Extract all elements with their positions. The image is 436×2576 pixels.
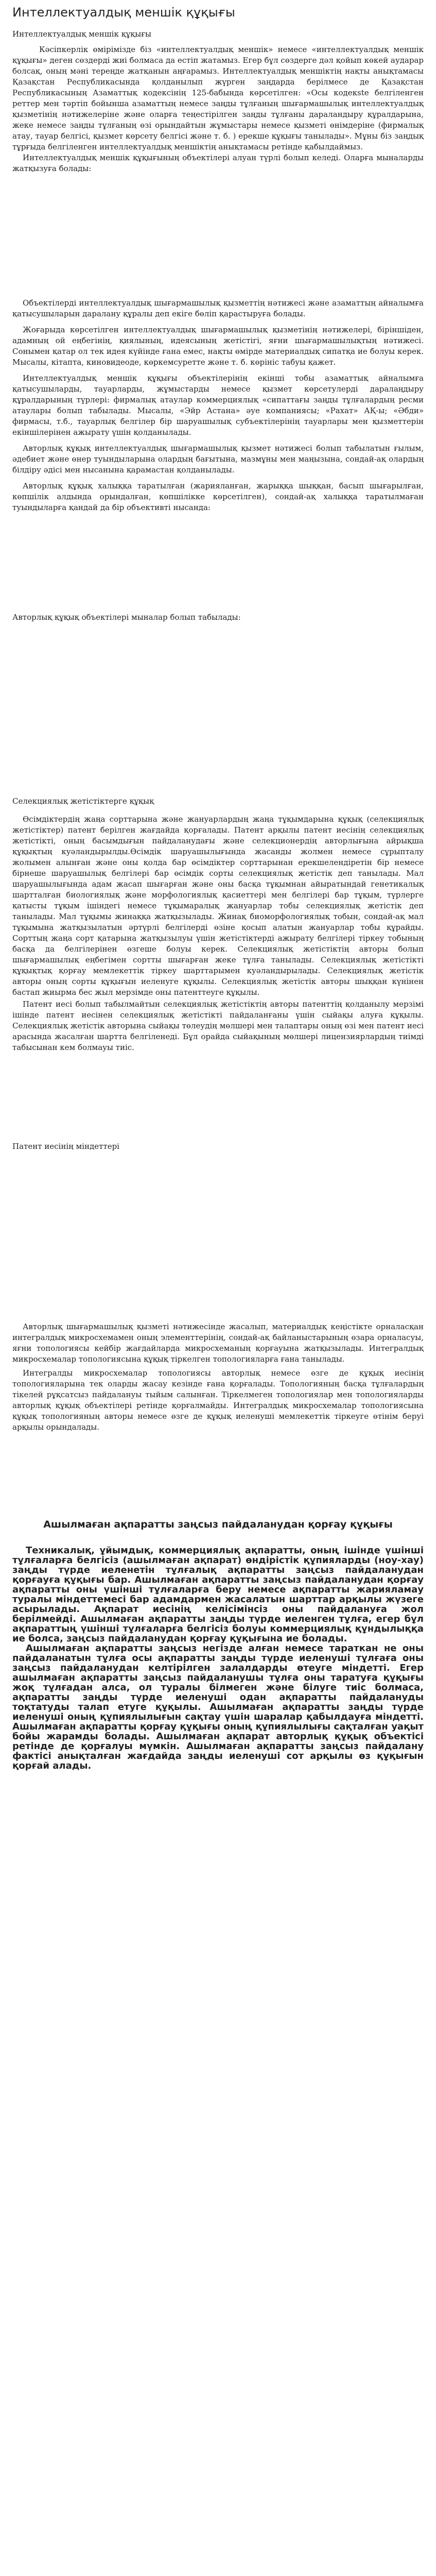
objects-paragraph-2: Жоғарыда көрсетілген интеллектуалдық шығармашылық қызметінің нәтижелері, біріншіден, адамның ой еңбегінің, қиялының, идеясының жетістігі, яғни шығармашылықтың нәтижесі. Сонымен қатар ол тек идея күйінде ғана емес, нақты өмірде материалдық сипатқа ие болуы керек. Мысалы, кітапта, киновидеоде, көркемсуретте және т. б. көрініс табуы қажет. [12,325,424,367]
unpublished-info-paragraph-1: Техникалық, ұйымдық, коммерциялық ақпаратты, оның ішінде үшінші тұлғаларға белгісіз (ашылмаған ақпарат) өндірістік құпияларды (ноу-хау) заңды түрде иеленетін тұлғалық ақпаратты заңсыз пайдаланудан қорғауға құқығы бар. Ашылмаған ақпаратты заңсыз пайдаланудан қорғау ақпаратты оны үшінші тұлғаларға беру немесе ақпаратты жарияламау туралы міндеттемесі бар адамдармен жасалатын шарттар арқылы жүзеге асырылады. Ақпарат иесінің келісімінсіз оны пайдалануға жол берілмейді. Ашылмаған ақпаратты заңды түрде иеленген тұлға, егер бұл ақпараттың үшінші тұлғаларға белгісіз болуы коммерциялық құндылыққа ие болса, заңсыз пайдаланудан қорғау құқығына ие болады. [12,1545,424,1644]
objects-paragraph-4: Авторлық құқық интеллектуалдық шығармашылық қызмет нәтижесі болып табылатын ғылым, әдебиет және өнер туындыларына олардың бағытына, мазмұны мен маңызына, сондай-ақ олардың білдіру әдісі мен нысанына қарамастан қолданылады. [12,444,424,474]
integral-paragraph-2: Интегралды микросхемалар топологиясы авторлық немесе өзге де құқық иесінің топологияларына тек оларды жасау кезінде ғана қорғалады. Топологияның басқа тұлғалардың тікелей рұқсатсыз пайдалануы тыйым салынған. Тіркелмеген топологиялар мен топологияларды авторлық құқық объектілері ретінде қорғалмайды. Интегралдық микросхемалар топологиясына құқық топологияның авторы немесе өзге де құқық иеленуші мемлекеттік тіркеуге өтінім беруі арқылы орындалады. [12,1368,424,1432]
author-objects-caption: Авторлық құқық объектілері мыналар болып табылады: [12,613,241,622]
unpublished-info-heading: Ашылмаған ақпаратты заңсыз пайдаланудан қорғау құқығы [43,1519,393,1530]
objects-section [12,298,424,513]
selection-paragraph-1: Өсімдіктердің жаңа сорттарына және жануарлардың жаңа тұқымдарына құқық (селекциялық жетістіктер) патент берілген жағдайда қорғалады. Патент арқылы патент иесінің селекциялық жетістікті, оның басымдығын пайдаланудағы және селекционердің авторлығына айрықша құқықтың куәландырылды.Өсімдік шаруашылығында жасанды жолмен немесе сұрыпталу жолымен алынған және оны қолда бар өсімдіктер сорттарынан ерекшелендіретін бір немесе бірнеше шаруашылық белгілері бар өсімдік сорты селекциялық жетістік деп танылады. Мал шаруашылығында адам жасап шығарған және оны басқа тұқымнан айыратындай генетикалық шартталған биологиялық және морфологиялық қасиеттері мен белгілері бар тұқым, түрлерге қатысты тұқым ішіндегі немесе тұқымаралық жануарлар тобы селекциялық жетістік деп танылады. Мал тұқымы жинаққа жатқызылады. Жинақ биоморфологиялық тобын, сондай-ақ мал тұқымына жатқызылатын әртүрлі белгілерді өзіне қосып алатын жануарлар тобы құрайды. Сорттың жаңа сорт қатарына жатқызылуы үшін жетістіктерді ажырату белгілері тіркеу тобының басқа да белгілерінен өзгеше болуы керек. Селекциялық жетістіктің авторы болып шығармашылық еңбегімен сортты шығарған жеке тұлға танылады. Селекциялық жетістікті құқықтық қорғау мемлекеттік тіркеу шарттарымен куәландырылады. Селекциялық жетістік авторы оның сорты құқығын иеленуге құқылы. Селекциялық жетістік авторы шыққан күнінен бастап жиырма бес жыл мерзімде оны патенттеуге құқылы. [12,815,424,997]
integral-section [12,1321,424,1433]
selection-section [12,814,424,1053]
intro-paragraph-2: Интеллектуалдық меншік құқығының объектілері алуан түрлі болып келеді. Оларға мыналарды жатқызуға болады: [12,153,424,173]
document-title: Интеллектуалдық меншік құқығы [12,5,235,20]
document-subtitle: Интеллектуалдық меншік құқығы [12,29,151,39]
intro-section [12,44,424,174]
objects-paragraph-3: Интеллектуалдық меншік құқығы объектілерінің екінші тобы азаматтық айналымға қатысушыларды, тауарларды, жұмыстарды немесе қызмет көрсетулерді даралаңдыру құралдарының түрлері: фирмалық атаулар коммерциялық «сипаттағы заңды тұлғалардың ресми атаулары болып табылады. Мысалы, «Эйр Астана» әуе компаниясы; «Рахат» АҚ-ы; «Әбди» фирмасы, т.б., тауарлық белгілер бір шаруашылық субъектілерінің тауарлары мен қызметтерін екіншілерінен ажырату үшін қолданылады. [12,374,424,437]
patent-heading: Патент иесінің міндеттері [12,1142,119,1151]
selection-paragraph-2: Патент иесі болып табылмайтын селекциялық жетістіктің авторы патенттің қолданылу мерзімі ішінде патент иесінен селекциялық жетістікті пайдаланғаны үшін сыйақы алуға құқылы. Селекциялық жетістік авторына сыйақы төлеудің мөлшері мен талаптары оның өзі мен патент иесі арасында жасалған шартта белгіленеді. Бұл орайда сыйақының мөлшері лицензиярлардың тиімді табысынан кем болмауы тиіс. [12,999,424,1052]
intro-paragraph-1: Кәсіпкерлік өмірімізде біз «интеллектуалдық меншік» немесе «интеллектуалдық меншік құқығы» деген сөздерді жиі болмаса да естіп жатамыз. Егер бұл сөздерге дәл қойып көкей аударар болсақ, оның мәні тереңде жатқанын аңғарамыз. Интеллектуалдық меншіктің нақты анықтамасы Қазақстан Республикасында қолданылып жүрген заңдарда берілмесе де Қазақстан Республикасының Азаматтық кодексінің 125-бабында көрсетілген: «Осы кодекste белгіленген реттер мен тәртіп бойынша азаматтың немесе заңды тұлғаның шығармашылық интеллектуалдық қызметінің нәтижелеріне және оларға теңестірілген заңды тұлғаны дараландыру құралдарына, жеке немесе заңды тұлғаның өзі орындайтын жұмыстары немесе қызметі өнімдеріне (фирмалық атау, тауар белгісі, қызмет көрсету белгісі және т. б. ) ерекше құқығы танылады». Мұны біз заңдық тұрғыда белгіленген интеллектуалдық меншіктің анықтамасы ретінде қабылдаймыз. [12,45,424,151]
objects-paragraph-5: Авторлық құқық халыққа таратылған (жарияланған, жарыққа шыққан, басып шығарылған, көпшілік алдында орындалған, көпшілікке көрсетілген), сондай-ақ халыққа таратылмаған туындыларға қандай да бір объективті нысанда: [12,481,424,512]
unpublished-info-paragraph-2: Ашылмаған ақпаратты заңсыз негізде алған немесе тараткан не оны пайдаланатын тұлға осы ақпаратты заңды түрде иеленуші тұлғаға оны заңсыз пайдаланудан келтірілген залалдарды өтеуге міндетті. Егер ашылмаған ақпаратты заңсыз пайдаланушы тұлға оны таратуға құқығы жоқ тұлғадан алса, ол туралы білмеген және білуге тиіс болмаса, ақпаратты заңды түрде иеленуші одан ақпаратты пайдалануды тоқтатуды талап етуге құқылы. Ашылмаған ақпаратты заңды түрде иеленуші оның құпиялылығын сақтау үшін шаралар қабылдауға міндетті. Ашылмаған ақпаратты қорғау құқығы оның құпиялылығы сақталған уақыт бойы жарамды болады. Ашылмаған ақпарат авторлық құқық объектісі ретінде де қорғалуы мүмкін. Ашылмаған ақпаратты заңсыз пайдалану фактісі анықталған жағдайда заңды иеленуші сот арқылы өз құқығын қорғай алады. [12,1643,424,1771]
objects-paragraph-1: Объектілерді интеллектуалдық шығармашылық қызметтің нәтижесі және азаматтың айналымға қатысушыларын даралану құралы деп екіге бөліп қарастыруға болады. [12,298,424,318]
selection-heading: Селекциялық жетістіктерге құқық [12,796,154,806]
integral-paragraph-1: Авторлық шығармашылық қызметі нәтижесінде жасалып, материалдық кеңістікте орналасқан интегралдық микросхемамен оның элементтерінің, сондай-ақ байланыстарының өзара орналасуы, яғни топологиясы кейбір жағдайларда микросхеманың қорғауына жатқызылады. Интегралдық микросхемалар топологиясына құқық тіркелген топологияларға ғана танылады. [12,1322,424,1364]
unpublished-info-section [12,1546,424,1771]
